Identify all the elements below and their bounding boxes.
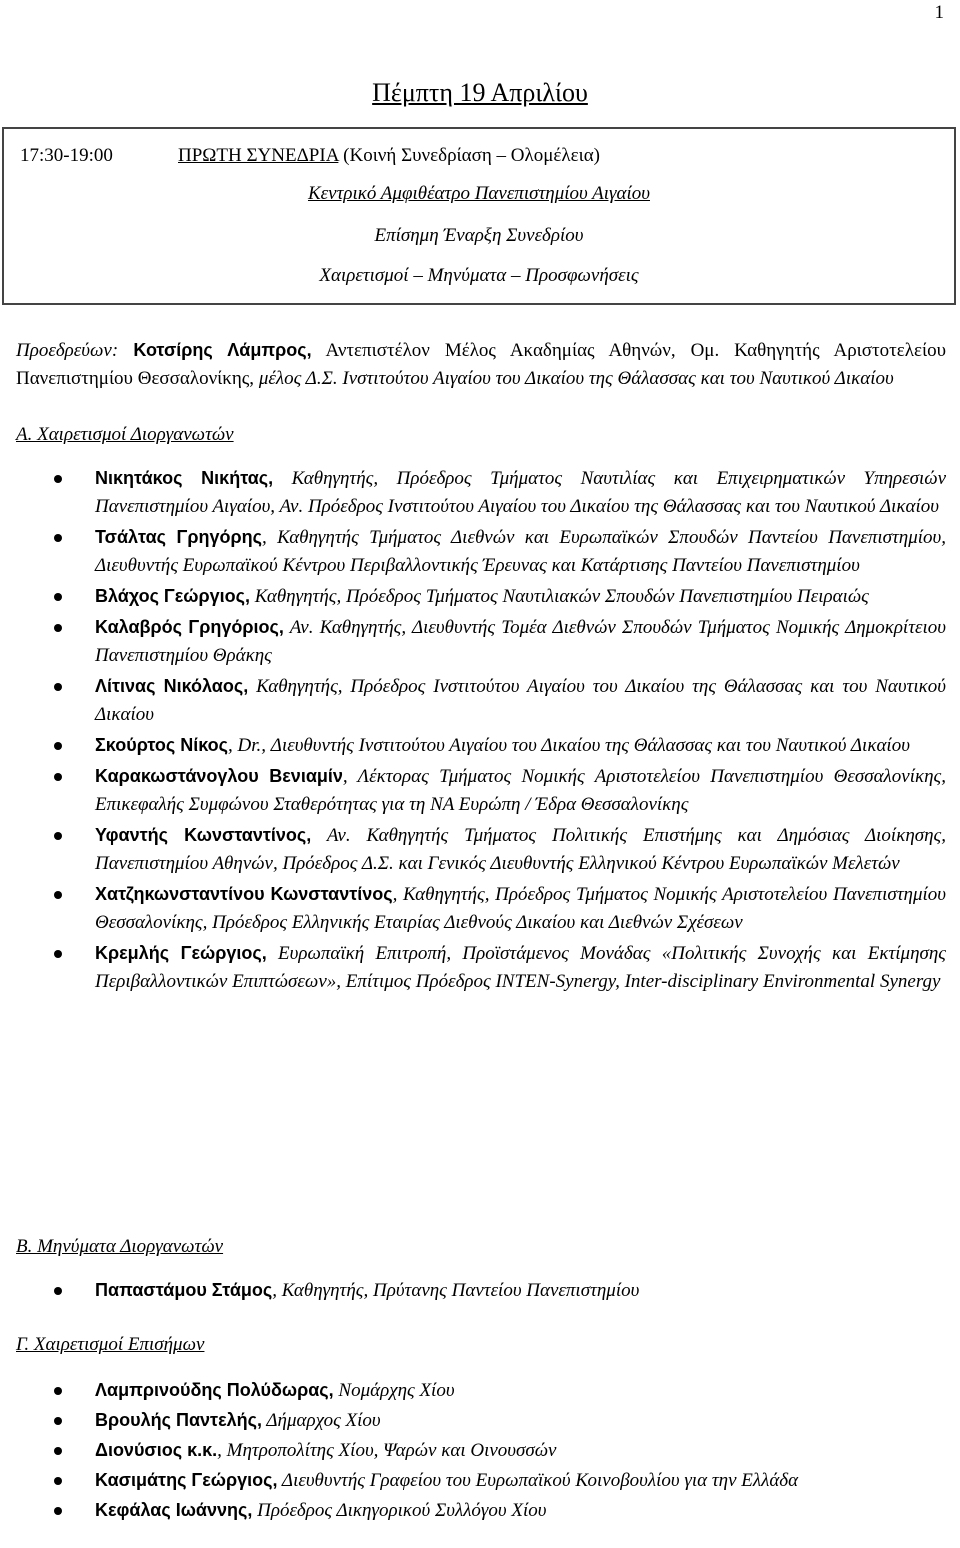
person-name: Κεφάλας Ιωάννης, [95,1500,253,1520]
list-item [95,1406,946,1435]
list-item [95,523,946,580]
person-name: Διονύσιος κ.κ. [95,1440,218,1460]
chair-paragraph [16,336,946,393]
list-item [95,582,946,611]
list-item [95,1276,946,1305]
list-item [95,1466,946,1495]
bullet-icon [54,1477,62,1485]
person-name: Χατζηκωνσταντίνου Κωνσταντίνος [95,884,393,904]
section-b-heading: Β. Μηνύματα Διοργανωτών [16,1236,224,1257]
list-item [95,613,946,670]
person-description: , Καθηγητής Τμήματος Διεθνών και Ευρωπαϊκών Σπουδών Παντείου Πανεπιστημίου, Διευθυντής Ευρωπαϊκού Κέντρου Περιβαλλοντικής Έρευνας και Κατάρτισης Παντείου Πανεπιστημίου [95,527,946,576]
section-a-heading: Α. Χαιρετισμοί Διοργανωτών [16,424,234,445]
list-item [95,880,946,937]
bullet-icon [54,624,62,632]
list-item [95,731,946,760]
bullet-icon [54,950,62,958]
bullet-icon [54,534,62,542]
person-description: , Λέκτορας Τμήματος Νομικής Αριστοτελείου Πανεπιστημίου Θεσσαλονίκης, Επικεφαλής Συμφώνου Σταθερότητας για τη ΝΑ Ευρώπη / Έδρα Θεσσαλονίκης [95,766,946,815]
chair-text-2: μέλος Δ.Σ. Ινστιτούτου Αιγαίου του Δικαίου της Θάλασσας και του Ναυτικού Δικαίου [258,368,894,389]
person-description: Δήμαρχος Χίου [262,1410,381,1431]
person-description: Καθηγητής, Πρόεδρος Τμήματος Ναυτιλίας και Επιχειρηματικών Υπηρεσιών Πανεπιστημίου Αιγαίου, Αν. Πρόεδρος Ινστιτούτου Αιγαίου του Δικαίου της Θάλασσας και του Ναυτικού Δικαίου [95,468,947,517]
bullet-icon [54,683,62,691]
list-item [95,1376,946,1405]
list-item [95,1436,946,1465]
person-description: Νομάρχης Χίου [333,1380,455,1401]
person-description: Αν. Καθηγητής, Διευθυντής Τομέα Διεθνών Σπουδών Τμήματος Νομικής Δημοκρίτειου Πανεπιστημίου Θράκης [95,617,947,666]
session-venue: Κεντρικό Αμφιθέατρο Πανεπιστημίου Αιγαίου [307,183,650,204]
bullet-icon [54,1417,62,1425]
person-name: Παπαστάμου Στάμος [95,1280,273,1300]
chair-text-1: Αντεπιστέλον Μέλος Ακαδημίας Αθηνών, Ομ. Καθηγητής Αριστοτελείου Πανεπιστημίου Θεσσαλονίκης, [16,340,946,389]
person-name: Λίτινας Νικόλαος, [95,676,249,696]
person-name: Σκούρτος Νίκος [95,735,229,755]
section-a-list [95,464,946,996]
person-name: Κρεμλής Γεώργιος, [95,943,267,963]
person-description: Καθηγητής, Πρόεδρος Ινστιτούτου Αιγαίου του Δικαίου της Θάλασσας και του Ναυτικού Δικαίου [95,676,946,725]
person-name: Καρακωστάνογλου Βενιαμίν [95,766,343,786]
page-number: 1 [934,2,944,23]
session-box [2,127,956,305]
session-time: 17:30-19:00 [20,145,113,166]
list-item [95,939,946,996]
list-item [95,821,946,878]
person-description: Ευρωπαϊκή Επιτροπή, Προϊστάμενος Μονάδας «Πολιτικής Συνοχής και Εκτίμησης Περιβαλλοντικών Επιπτώσεων», Επίτιμος Πρόεδρος INTEN-Synergy, Inter-disciplinary Environmental Synergy [95,943,946,992]
date-title: Πέμπτη 19 Απριλίου [372,78,588,107]
list-item [95,464,946,521]
session-opening: Επίσημη Έναρξη Συνεδρίου [374,225,584,246]
person-description: , Dr., Διευθυντής Ινστιτούτου Αιγαίου του Δικαίου της Θάλασσας και του Ναυτικού Δικαίου [228,735,910,756]
section-c-list [95,1376,946,1525]
bullet-icon [54,773,62,781]
person-name: Νικητάκος Νικήτας, [95,468,274,488]
person-name: Βρουλής Παντελής, [95,1410,262,1430]
person-description: Αν. Καθηγητής Τμήματος Πολιτικής Επιστήμης και Δημόσιας Διοίκησης, Πανεπιστημίου Αθηνών, Πρόεδρος Δ.Σ. και Γενικός Διευθυντής Ελληνικού Κέντρου Ευρωπαϊκών Μελετών [95,825,946,874]
person-name: Τσάλτας Γρηγόρης [95,527,263,547]
person-name: Καλαβρός Γρηγόριος, [95,617,284,637]
section-b-list [95,1276,946,1305]
list-item [95,1496,946,1525]
section-c-heading: Γ. Χαιρετισμοί Επισήμων [16,1334,205,1355]
person-description: Καθηγητής, Πρόεδρος Τμήματος Ναυτιλιακών Σπουδών Πανεπιστημίου Πειραιώς [250,586,869,607]
person-name: Βλάχος Γεώργιος, [95,586,250,606]
bullet-icon [54,1387,62,1395]
person-description: , Καθηγητής, Πρύτανης Παντείου Πανεπιστημίου [272,1280,640,1301]
bullet-icon [54,1507,62,1515]
list-item [95,672,946,729]
bullet-icon [54,1287,62,1295]
chair-label: Προεδρεύων: [16,340,119,361]
session-greetings: Χαιρετισμοί – Μηνύματα – Προσφωνήσεις [319,265,639,286]
person-description: , Μητροπολίτης Χίου, Ψαρών και Οινουσσών [217,1440,557,1461]
person-description: , Καθηγητής, Πρόεδρος Τμήματος Νομικής Αριστοτελείου Πανεπιστημίου Θεσσαλονίκης, Πρόεδρος Ελληνικής Εταιρίας Διεθνούς Δικαίου και Διεθνών Σχέσεων [95,884,946,933]
person-name: Υφαντής Κωνσταντίνος, [95,825,312,845]
bullet-icon [54,891,62,899]
person-description: Πρόεδρος Δικηγορικού Συλλόγου Χίου [252,1500,547,1521]
list-item [95,762,946,819]
chair-name: Κοτσίρης Λάμπρος, [118,340,312,360]
session-subtitle: (Κοινή Συνεδρίαση – Ολομέλεια) [338,145,600,166]
session-title: ΠΡΩΤΗ ΣΥΝΕΔΡΙΑ [178,145,339,166]
bullet-icon [54,1447,62,1455]
bullet-icon [54,742,62,750]
bullet-icon [54,593,62,601]
person-description: Διευθυντής Γραφείου του Ευρωπαϊκού Κοινοβουλίου για την Ελλάδα [277,1470,799,1491]
session-header [20,145,600,167]
bullet-icon [54,475,62,483]
person-name: Λαμπρινούδης Πολύδωρας, [95,1380,334,1400]
person-name: Κασιμάτης Γεώργιος, [95,1470,278,1490]
bullet-icon [54,832,62,840]
